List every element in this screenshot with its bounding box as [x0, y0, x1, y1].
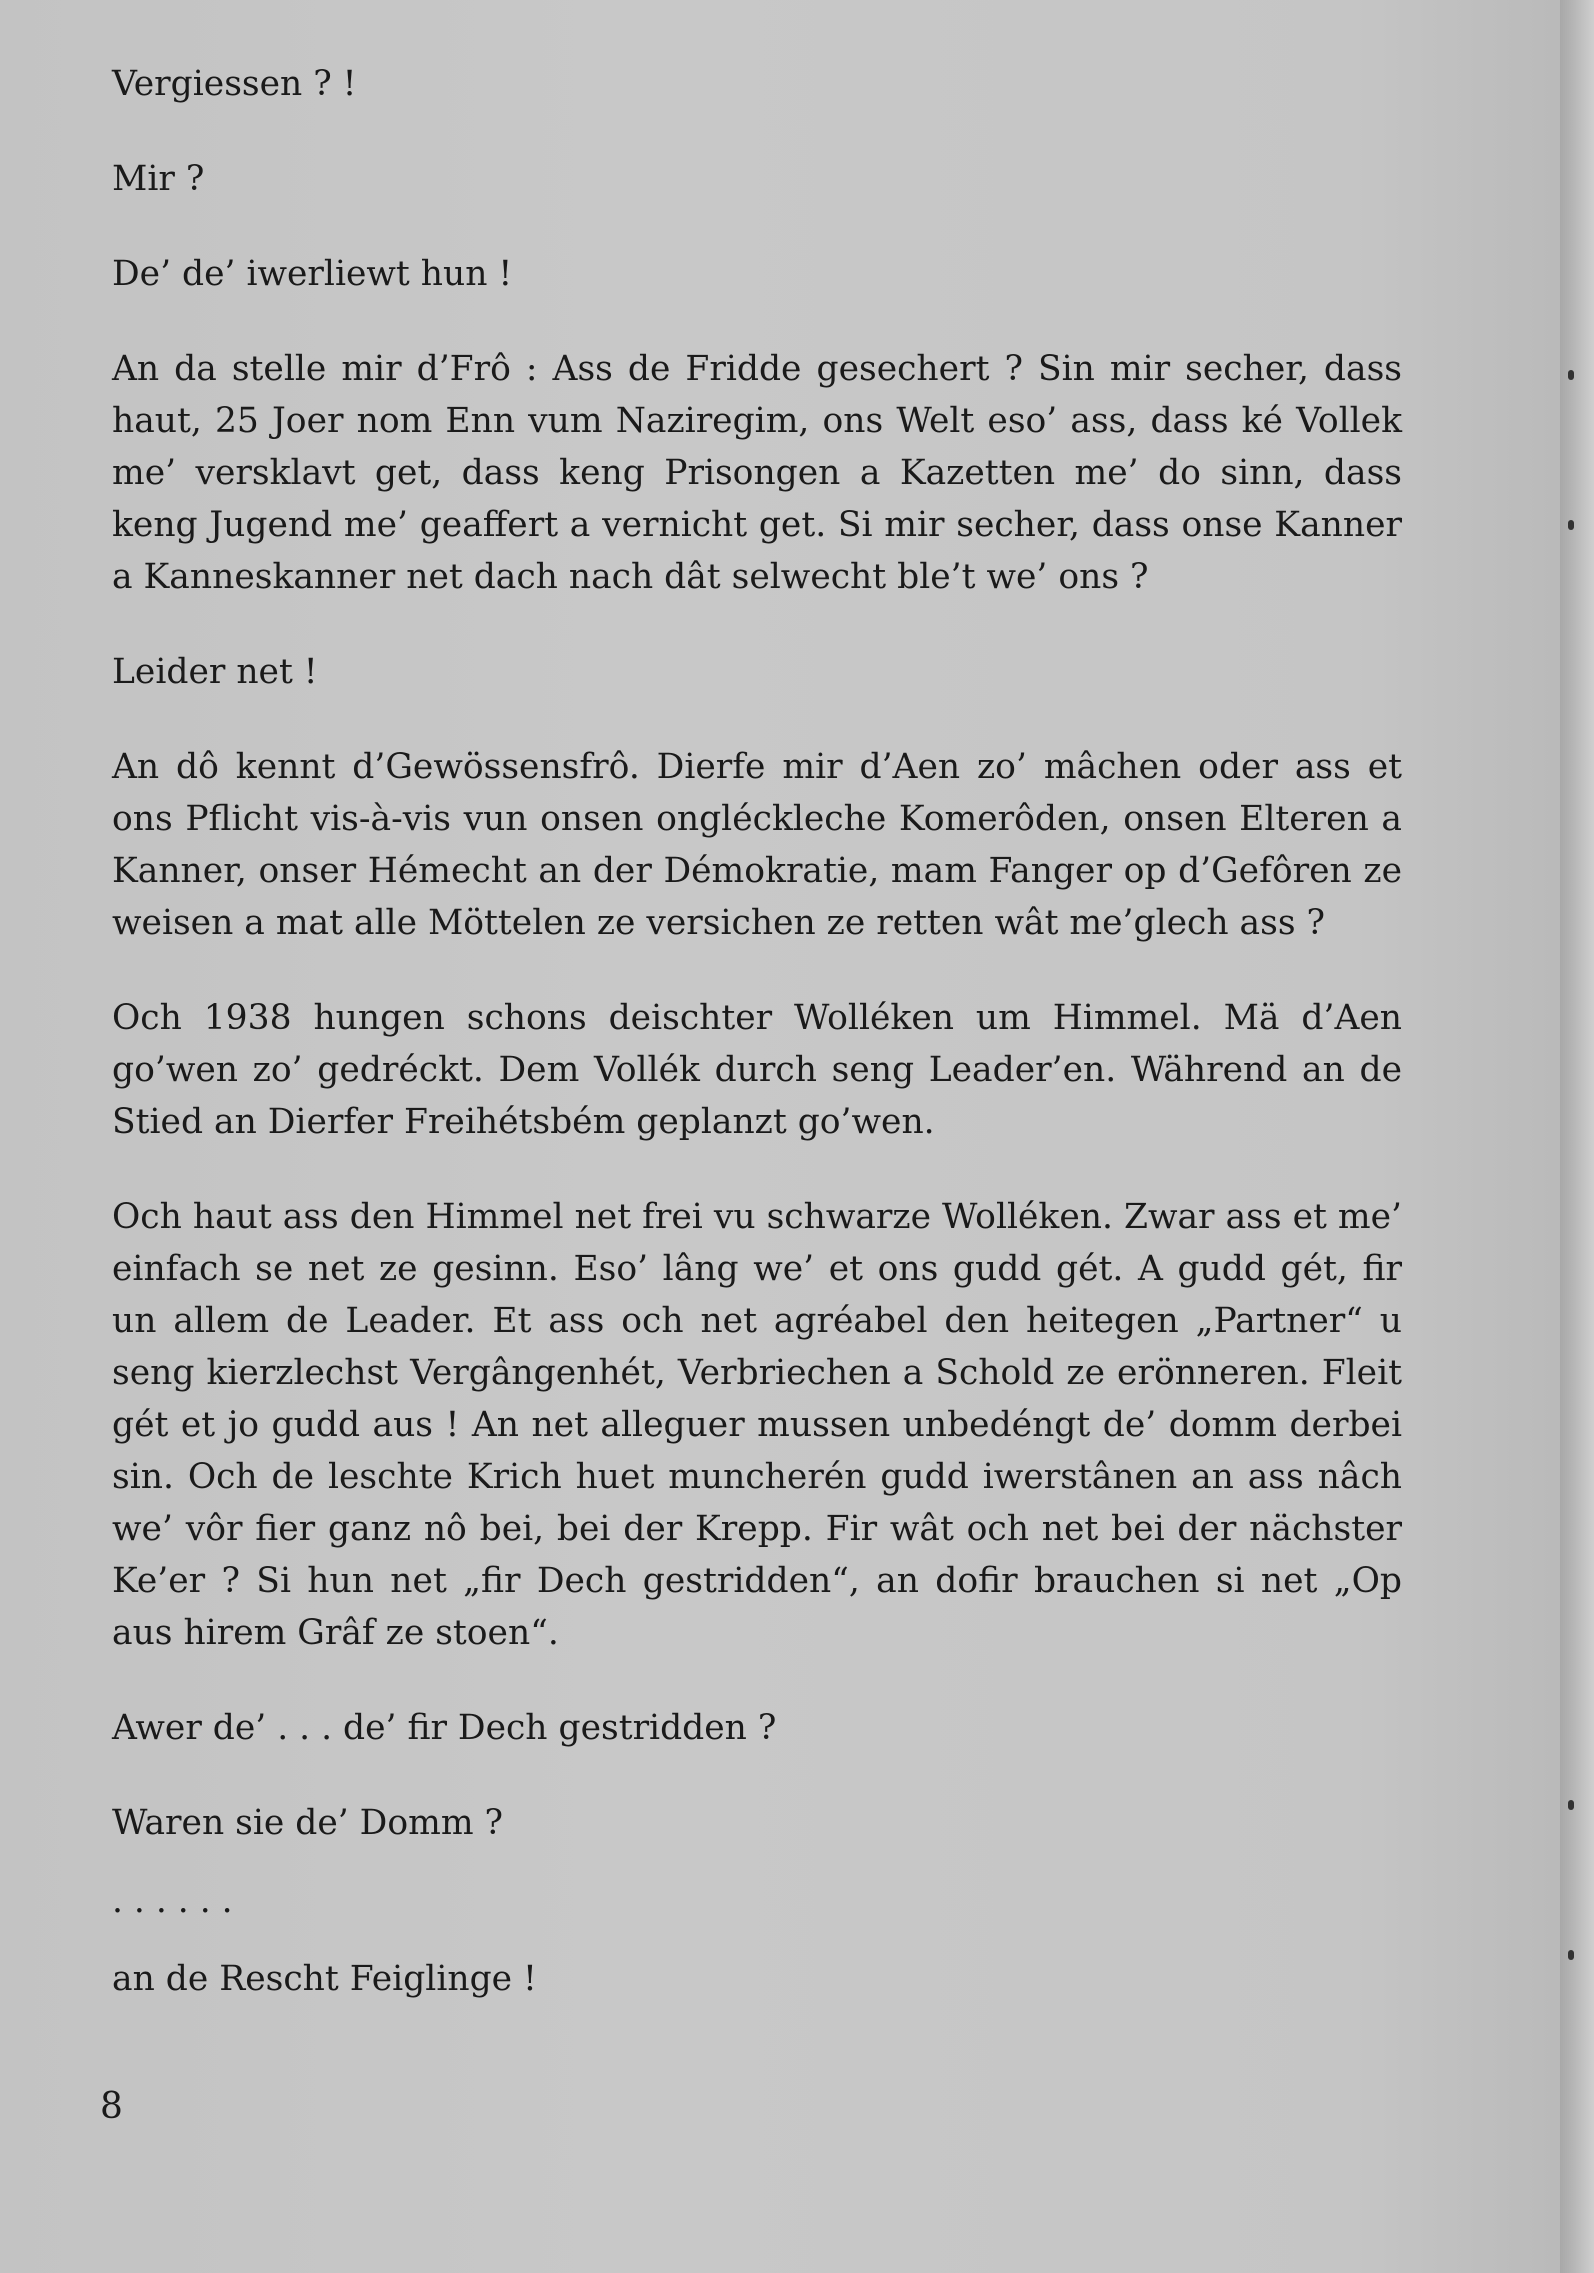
paragraph-8: Och haut ass den Himmel net frei vu schwarze Wolléken. Zwar ass et me’ einfach se net ze gesinn. Eso’ lâng we’ et ons gudd gét. A gudd gét, fir un allem de Leader. Et ass och net agréabel den heitegen „Partner“ u seng kierzlechst Vergângenhét, Verbriechen a Schold ze erönneren. Fleit gét et jo gudd aus ! An net alleguer mussen unbedéngt de’ domm derbei sin. Och de leschte Krich huet muncherén gudd iwerstânen an ass nâch we’ vôr fier ganz nô bei, bei der Krepp. Fir wât och net bei der nächster Ke’er ? Si hun net „fir Dech gestridden“, an dofir brauchen si net „Op aus hirem Grâf ze stoen“.: [112, 1197, 1402, 1653]
page-number: 8: [100, 2086, 123, 2127]
spine-mark: [1568, 370, 1574, 380]
ellipsis-line: . . . . . .: [112, 1881, 233, 1921]
page-gutter-edge: [1560, 0, 1594, 2273]
spine-mark: [1568, 520, 1574, 530]
paragraph-1: Vergiessen ? !: [112, 64, 357, 104]
paragraph-2: Mir ?: [112, 159, 205, 199]
spine-mark: [1568, 1950, 1574, 1960]
spine-mark: [1568, 1800, 1574, 1810]
paragraph-6: An dô kennt d’Gewössensfrô. Dierfe mir d’Aen zo’ mâchen oder ass et ons Pflicht vis-à-vis vun onsen ongléckleche Komerôden, onsen Elteren a Kanner, onser Hémecht an der Démokratie, mam Fanger op d’Gefôren ze weisen a mat alle Möttelen ze versichen ze retten wât me’glech ass ?: [112, 747, 1402, 943]
paragraph-3: De’ de’ iwerliewt hun !: [112, 254, 513, 294]
paragraph-4: An da stelle mir d’Frô : Ass de Fridde gesechert ? Sin mir secher, dass haut, 25 Joer nom Enn vum Naziregim, ons Welt eso’ ass, dass ké Vollek me’ versklavt get, dass keng Prisongen a Kazetten me’ do sinn, dass keng Jugend me’ geaffert a vernicht get. Si mir secher, dass onse Kanner a Kanneskanner net dach nach dât selwecht ble’t we’ ons ?: [112, 349, 1402, 597]
body-text: [112, 58, 1402, 2048]
paragraph-9: Awer de’ . . . de’ fir Dech gestridden ?: [112, 1708, 777, 1748]
paragraph-7: Och 1938 hungen schons deischter Wolléken um Himmel. Mä d’Aen go’wen zo’ gedréckt. Dem Vollék durch seng Leader’en. Während an de Stied an Dierfer Freihétsbém geplanzt go’wen.: [112, 998, 1402, 1142]
paragraph-11: an de Rescht Feiglinge !: [112, 1959, 537, 1999]
paragraph-10: Waren sie de’ Domm ?: [112, 1803, 504, 1843]
paragraph-5: Leider net !: [112, 652, 318, 692]
